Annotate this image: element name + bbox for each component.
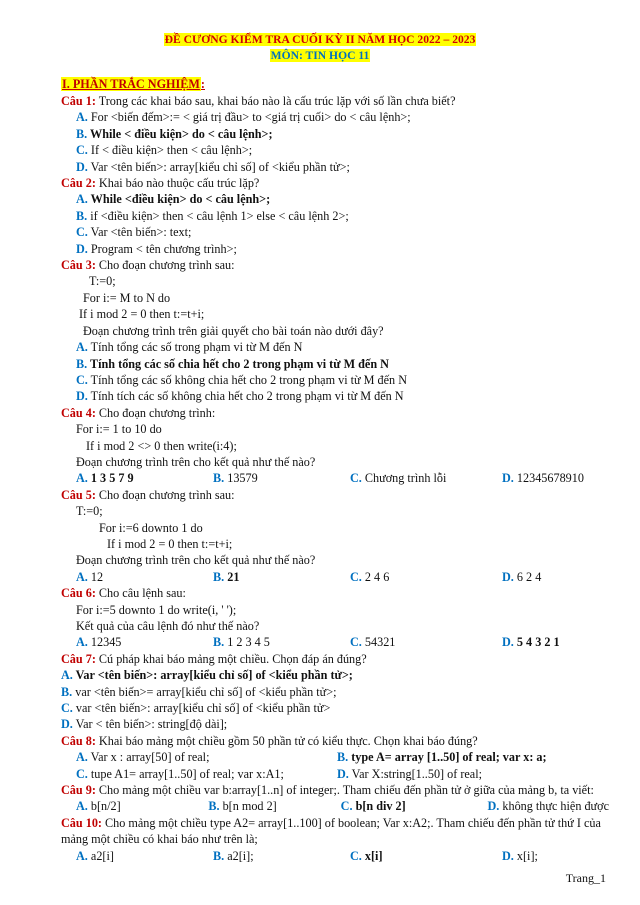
question-4 — [61, 405, 609, 421]
option-text: b[n div 2] — [352, 799, 406, 814]
option-label: C. — [76, 766, 88, 781]
option-a — [61, 667, 609, 683]
code-line: If i mod 2 <> 0 then write(i:4); — [86, 438, 237, 453]
option-text: Tính tổng các số trong phạm vi từ M đến N — [87, 340, 303, 355]
option-label: D. — [76, 389, 88, 404]
option-b — [213, 634, 350, 650]
option-text: Program < tên chương trình>; — [87, 241, 237, 256]
option-text: Tính tích các số không chia hết cho 2 trong phạm vi từ M đến N — [87, 389, 404, 404]
document-subject — [0, 48, 640, 64]
option-d — [502, 634, 560, 650]
option-text: 21 — [224, 569, 240, 584]
question-text: Trong các khai báo sau, khai báo nào là cấu trúc lặp với số lần chưa biết? — [95, 94, 456, 108]
option-label: C. — [350, 635, 362, 650]
option-text: Var <tên biến>: array[kiểu chỉ số] of <kiểu phần tử>; — [72, 668, 353, 683]
question-number: Câu 2: — [61, 176, 96, 191]
code-line: If i mod 2 = 0 then t:=t+i; — [79, 307, 205, 322]
option-label: D. — [61, 717, 73, 732]
option-b — [213, 470, 350, 486]
section-heading-colon: : — [200, 77, 205, 91]
option-label: A. — [76, 110, 88, 125]
option-text: a2[i]; — [224, 848, 254, 863]
option-a — [76, 798, 208, 814]
question-number: Câu 8: — [61, 733, 96, 748]
question-text: Khai báo nào thuộc cấu trúc lặp? — [95, 176, 260, 191]
option-d — [61, 716, 609, 732]
options-row — [61, 766, 609, 782]
options-row — [61, 470, 609, 486]
question-10 — [61, 815, 609, 848]
option-text: a2[i] — [87, 848, 114, 863]
question-list — [61, 93, 609, 864]
option-label: C. — [350, 471, 362, 486]
question-prompt: Đoạn chương trình trên cho kết quả như thế nào? — [76, 454, 316, 469]
option-label: A. — [76, 192, 88, 207]
option-a — [61, 109, 609, 125]
option-c — [61, 142, 609, 158]
option-text: 1 3 5 7 9 — [87, 471, 134, 486]
question-text: Cú pháp khai báo mảng một chiều. Chọn đáp án đúng? — [95, 651, 367, 666]
option-label: B. — [213, 569, 225, 584]
option-text: While < điều kiện> do < câu lệnh>; — [87, 126, 273, 141]
option-label: B. — [213, 848, 225, 863]
option-text: Var < tên biến>: string[độ dài]; — [72, 717, 228, 732]
option-label: B. — [76, 126, 88, 141]
option-text: 12345 — [87, 635, 122, 650]
option-c — [61, 224, 609, 240]
option-a — [61, 339, 609, 355]
options-row — [61, 749, 609, 765]
section-heading — [61, 76, 205, 92]
options-row — [61, 634, 609, 650]
option-b — [213, 569, 350, 585]
option-label: A. — [76, 799, 88, 814]
question-number: Câu 6: — [61, 586, 96, 601]
question-6 — [61, 585, 609, 601]
question-text: Cho mảng một chiều var b:array[1..n] of integer;. Tham chiếu đến phần tử ở giữa của mảng b, ta viết: — [95, 783, 594, 798]
option-label: A. — [76, 471, 88, 486]
option-label: C. — [340, 799, 353, 814]
option-text: While <điều kiện> do < câu lệnh>; — [87, 192, 271, 207]
option-text: Tính tổng các số chia hết cho 2 trong phạm vi từ M đến N — [87, 356, 389, 371]
option-label: C. — [76, 143, 88, 158]
question-7 — [61, 651, 609, 667]
option-text: Var <tên biến>: text; — [87, 225, 192, 240]
option-c — [350, 470, 502, 486]
option-label: D. — [502, 569, 514, 584]
question-2 — [61, 175, 609, 191]
option-label: B. — [76, 208, 88, 223]
option-text: 54321 — [361, 635, 396, 650]
question-number: Câu 5: — [61, 487, 96, 502]
option-label: B. — [76, 356, 88, 371]
option-text: x[i] — [361, 848, 383, 863]
option-a — [61, 191, 609, 207]
option-label: B. — [61, 684, 73, 699]
question-prompt: Đoạn chương trình trên giải quyết cho bài toán nào dưới đây? — [83, 323, 384, 338]
question-text: Cho đoạn chương trình: — [95, 405, 216, 420]
option-b — [61, 208, 609, 224]
option-text: x[i]; — [513, 848, 538, 863]
option-text: 5 4 3 2 1 — [513, 635, 560, 650]
question-3 — [61, 257, 609, 273]
question-text: Cho mảng một chiều type A2= array[1..100] of boolean; Var x:A2;. Tham chiếu đến phần tử thứ I của mảng một chiều có khai báo như trên là; — [61, 815, 601, 847]
option-a — [76, 848, 213, 864]
document-title-text: ĐỀ CƯƠNG KIỂM TRA CUỐI KỲ II NĂM HỌC 2022 – 2023 — [164, 33, 476, 46]
question-5 — [61, 487, 609, 503]
option-text: 6 2 4 — [513, 569, 542, 584]
code-line: T:=0; — [76, 504, 103, 519]
option-text: Tính tổng các số không chia hết cho 2 trong phạm vi từ M đến N — [87, 372, 407, 387]
option-b — [61, 356, 609, 372]
option-label: B. — [213, 635, 225, 650]
option-d — [61, 241, 609, 257]
question-prompt: Đoạn chương trình trên cho kết quả như thế nào? — [76, 553, 316, 568]
option-text: var <tên biến>: array[kiểu chỉ số] of <kiểu phần tử> — [72, 701, 331, 716]
question-9 — [61, 782, 609, 798]
code-line: For i:= 1 to 10 do — [76, 422, 162, 437]
section-heading-text: I. PHẦN TRẮC NGHIỆM — [62, 77, 200, 91]
option-text: if <điều kiện> then < câu lệnh 1> else < câu lệnh 2>; — [87, 208, 349, 223]
option-label: A. — [76, 569, 88, 584]
option-d — [337, 766, 482, 782]
question-text: Khai báo mảng một chiều gồm 50 phần tử có kiểu thực. Chọn khai báo đúng? — [95, 733, 478, 748]
option-text: For <biến đếm>:= < giá trị đầu> to <giá trị cuối> do < câu lệnh>; — [87, 110, 411, 125]
option-text: b[n/2] — [87, 799, 121, 814]
option-a — [76, 634, 213, 650]
option-label: C. — [76, 225, 88, 240]
option-text: 13579 — [224, 471, 258, 486]
question-text: Cho đoạn chương trình sau: — [95, 487, 235, 502]
question-text: Cho đoạn chương trình sau: — [95, 258, 235, 273]
option-label: D. — [337, 766, 349, 781]
option-text: Var x : array[50] of real; — [87, 750, 210, 765]
option-label: D. — [76, 241, 88, 256]
question-prompt: Kết quả của câu lệnh đó như thế nào? — [76, 619, 260, 633]
option-text: Chương trình lỗi — [361, 471, 447, 486]
option-label: A. — [76, 340, 88, 355]
option-b — [213, 848, 350, 864]
document-title — [0, 32, 640, 48]
option-c — [341, 798, 488, 814]
option-d — [502, 470, 584, 486]
option-b — [337, 749, 547, 765]
option-label: C. — [76, 372, 88, 387]
option-label: B. — [208, 799, 220, 814]
page-number: Trang_1 — [565, 871, 606, 885]
question-1 — [61, 93, 609, 109]
option-text: 12345678910 — [513, 471, 584, 486]
option-label: A. — [61, 668, 73, 683]
option-a — [76, 470, 213, 486]
options-row — [61, 798, 609, 814]
option-text: type A= array [1..50] of real; var x: a; — [348, 750, 547, 765]
question-8 — [61, 733, 609, 749]
question-number: Câu 7: — [61, 651, 96, 666]
options-row — [61, 569, 609, 585]
code-line: For i:=5 downto 1 do write(i, ' '); — [76, 602, 237, 617]
option-b — [61, 126, 609, 142]
document-subject-text: MÔN: TIN HỌC 11 — [270, 49, 370, 62]
code-line: For i:=6 downto 1 do — [99, 520, 203, 535]
option-label: D. — [502, 848, 514, 863]
option-c — [61, 372, 609, 388]
option-c — [350, 569, 502, 585]
option-d — [502, 569, 541, 585]
option-label: C. — [350, 848, 362, 863]
option-label: D. — [487, 799, 500, 814]
option-label: A. — [76, 848, 88, 863]
option-a — [76, 749, 337, 765]
question-number: Câu 3: — [61, 258, 96, 273]
code-line: T:=0; — [89, 274, 116, 289]
option-label: A. — [76, 635, 88, 650]
question-number: Câu 10: — [61, 815, 102, 830]
code-line: For i:= M to N do — [83, 290, 171, 305]
option-text: b[n mod 2] — [219, 799, 277, 814]
option-text: 2 4 6 — [361, 569, 390, 584]
option-label: D. — [502, 471, 514, 486]
option-label: B. — [213, 471, 225, 486]
question-text: Cho câu lệnh sau: — [95, 586, 186, 601]
option-text: không thực hiện được — [499, 799, 610, 814]
option-c — [61, 700, 609, 716]
question-number: Câu 9: — [61, 783, 96, 798]
option-c — [350, 634, 502, 650]
question-number: Câu 1: — [61, 94, 96, 108]
option-text: 12 — [87, 569, 104, 584]
option-c — [350, 848, 502, 864]
option-d — [61, 388, 609, 404]
options-row — [61, 848, 609, 864]
option-text: Var <tên biến>: array[kiểu chỉ số] of <kiểu phần tử>; — [87, 159, 350, 174]
question-number: Câu 4: — [61, 405, 96, 420]
option-a — [76, 569, 213, 585]
option-label: C. — [61, 701, 73, 716]
option-text: Var X:string[1..50] of real; — [348, 766, 482, 781]
option-d — [487, 798, 609, 814]
option-d — [61, 159, 609, 175]
option-text: tupe A1= array[1..50] of real; var x:A1; — [87, 766, 284, 781]
option-label: A. — [76, 750, 88, 765]
option-d — [502, 848, 538, 864]
option-b — [208, 798, 340, 814]
option-c — [76, 766, 337, 782]
option-label: D. — [502, 635, 514, 650]
option-text: 1 2 3 4 5 — [224, 635, 270, 650]
option-label: C. — [350, 569, 362, 584]
option-label: B. — [337, 750, 349, 765]
option-text: If < điều kiện> then < câu lệnh>; — [87, 143, 253, 158]
option-label: D. — [76, 159, 88, 174]
code-line: If i mod 2 = 0 then t:=t+i; — [107, 536, 233, 551]
option-b — [61, 684, 609, 700]
option-text: var <tên biến>= array[kiểu chỉ số] of <kiểu phần tử>; — [72, 684, 337, 699]
